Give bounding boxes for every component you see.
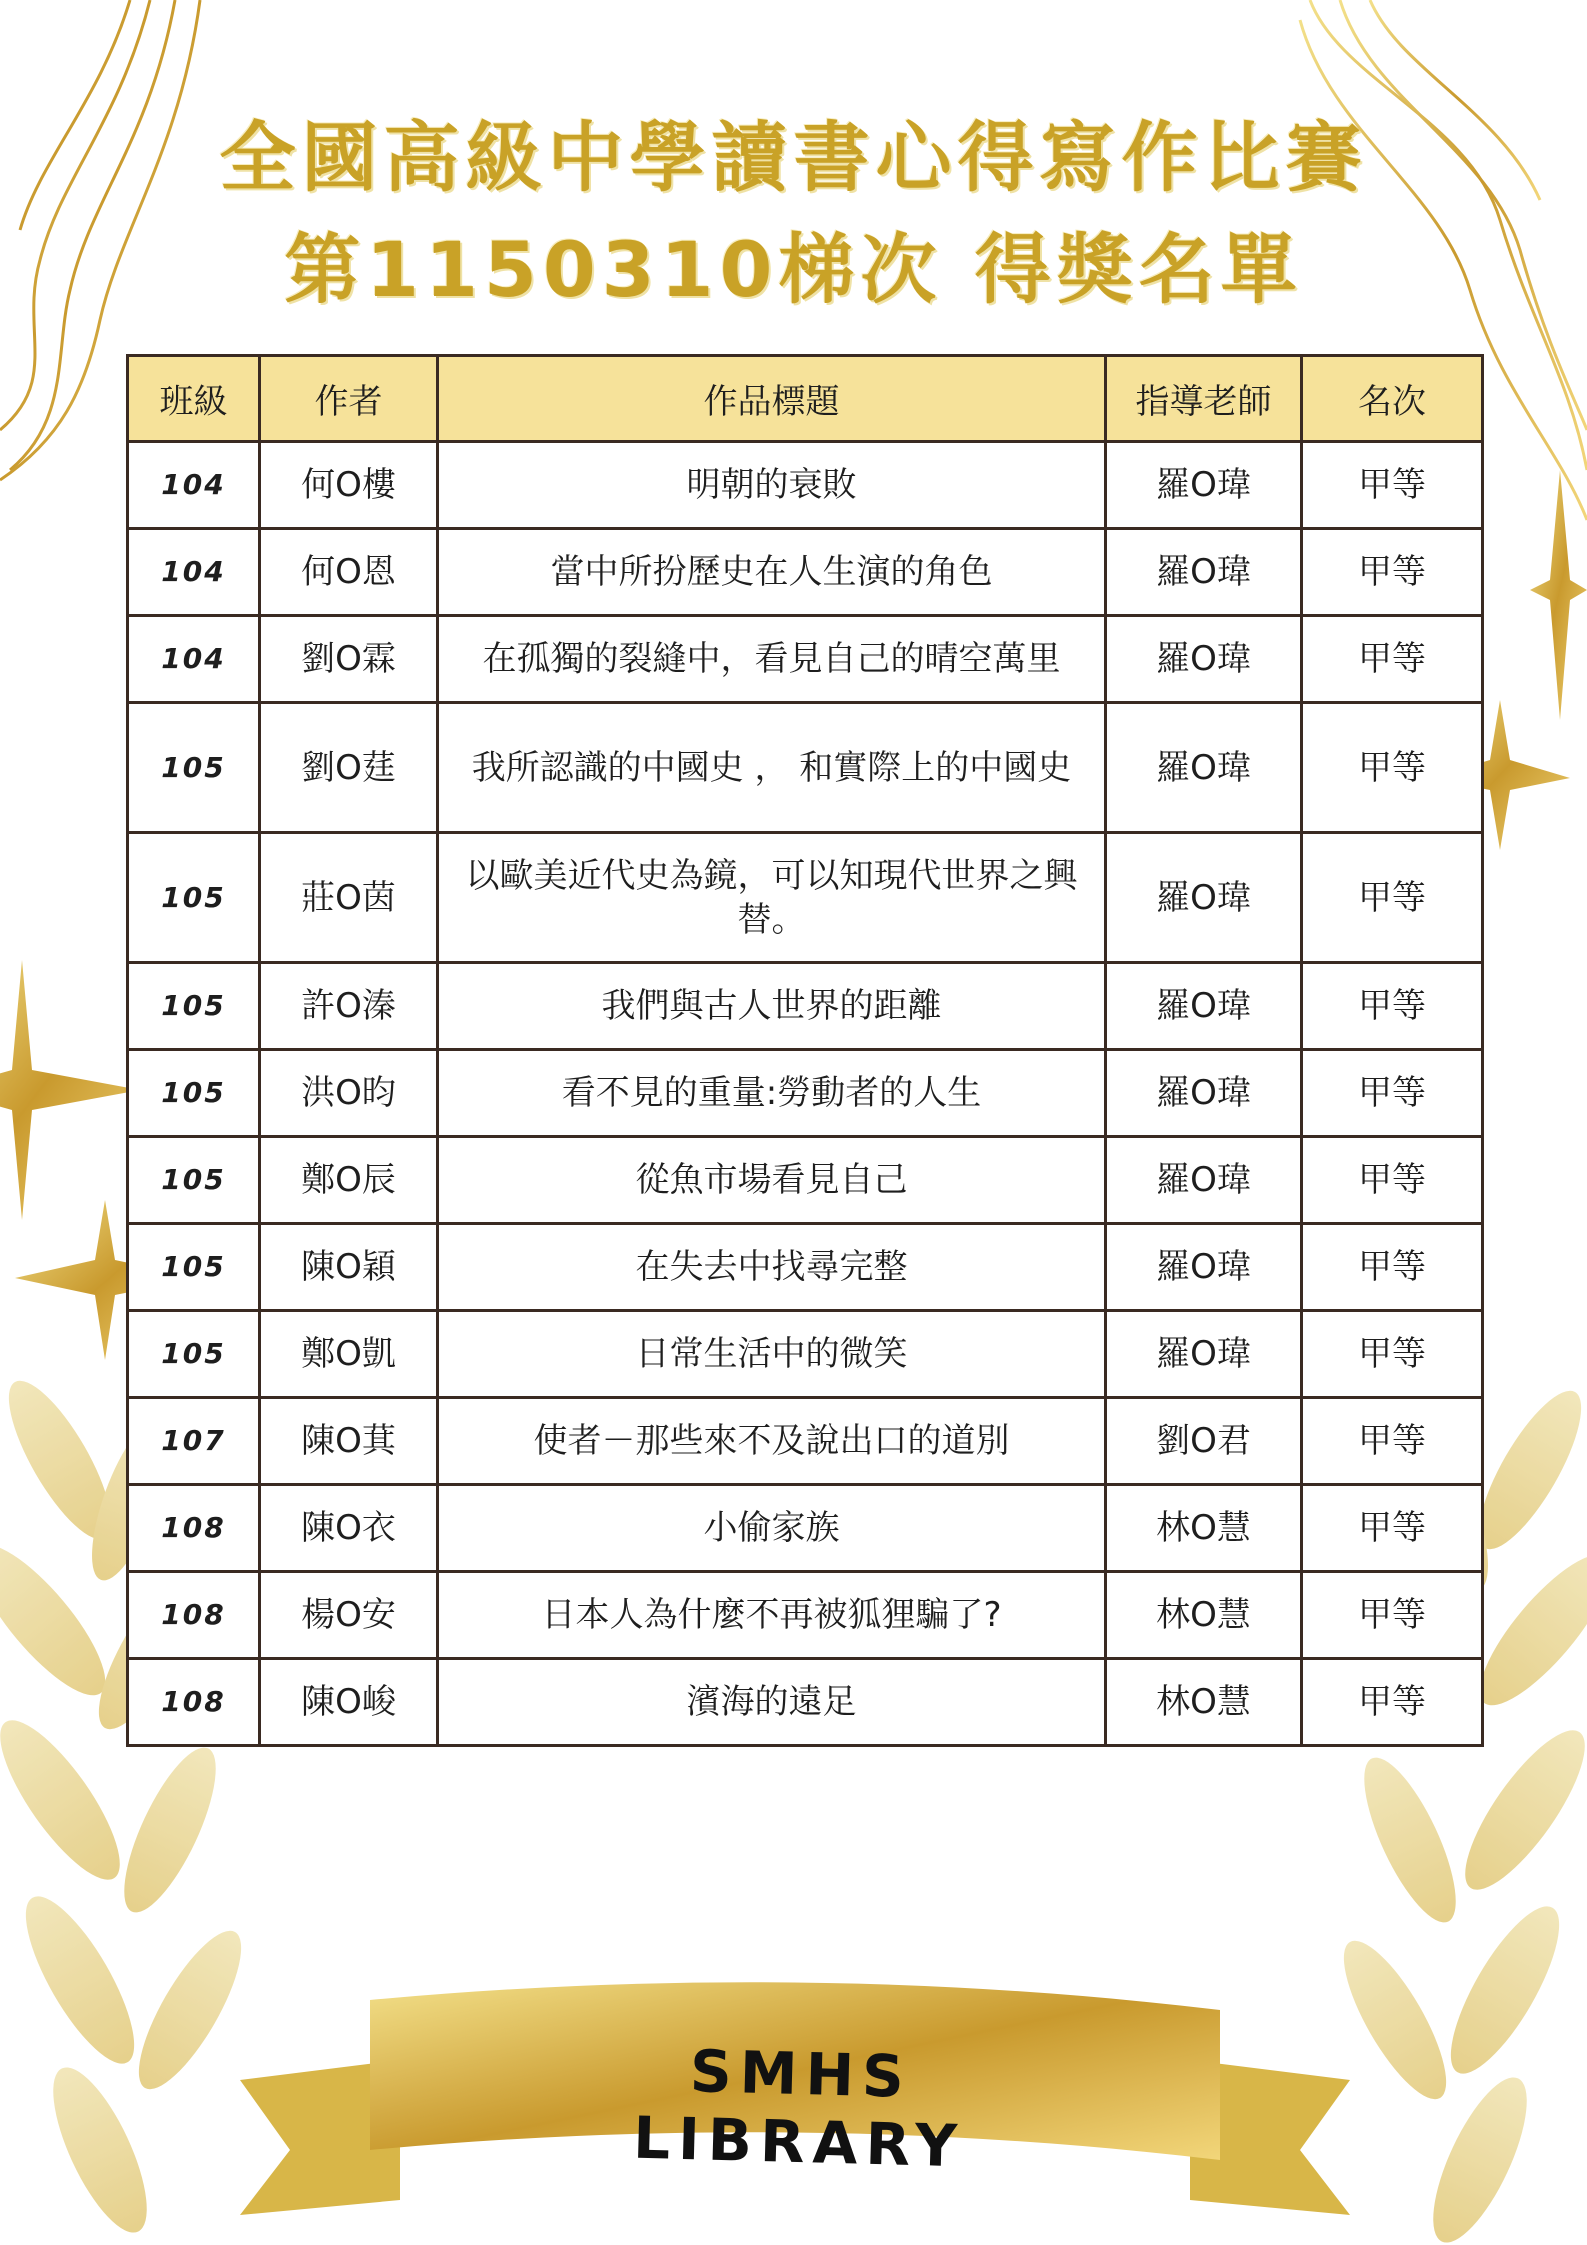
cell-author: 楊O安: [260, 1572, 438, 1659]
cell-teacher: 劉O君: [1106, 1398, 1302, 1485]
cell-rank: 甲等: [1302, 1659, 1483, 1746]
cell-class: 108: [128, 1659, 260, 1746]
cell-title: 以歐美近代史為鏡，可以知現代世界之興替。: [438, 833, 1106, 963]
cell-rank: 甲等: [1302, 529, 1483, 616]
cell-author: 劉O霖: [260, 616, 438, 703]
library-label: SMHS LIBRARY: [632, 2037, 966, 2181]
header-teacher: 指導老師: [1106, 356, 1302, 442]
cell-title: 看不見的重量:勞動者的人生: [438, 1050, 1106, 1137]
header-class: 班級: [128, 356, 260, 442]
cell-rank: 甲等: [1302, 1224, 1483, 1311]
cell-title: 我們與古人世界的距離: [438, 963, 1106, 1050]
table-row: [128, 1485, 1483, 1572]
header-title: 作品標題: [438, 356, 1106, 442]
table-row: [128, 1137, 1483, 1224]
cell-class: 105: [128, 1224, 260, 1311]
cell-author: 鄭O辰: [260, 1137, 438, 1224]
cell-author: 劉O莛: [260, 703, 438, 833]
cell-teacher: 林O慧: [1106, 1485, 1302, 1572]
cell-title: 明朝的衰敗: [438, 442, 1106, 529]
table-row: [128, 703, 1483, 833]
cell-teacher: 羅O瑋: [1106, 1311, 1302, 1398]
cell-teacher: 羅O瑋: [1106, 1137, 1302, 1224]
cell-class: 104: [128, 442, 260, 529]
cell-rank: 甲等: [1302, 616, 1483, 703]
cell-title: 日本人為什麼不再被狐狸騙了?: [438, 1572, 1106, 1659]
cell-teacher: 羅O瑋: [1106, 1224, 1302, 1311]
header-author: 作者: [260, 356, 438, 442]
table-header-row: [128, 356, 1483, 442]
cell-rank: 甲等: [1302, 963, 1483, 1050]
cell-rank: 甲等: [1302, 1572, 1483, 1659]
cell-rank: 甲等: [1302, 833, 1483, 963]
cell-class: 108: [128, 1572, 260, 1659]
cell-title: 濱海的遠足: [438, 1659, 1106, 1746]
cell-class: 105: [128, 1050, 260, 1137]
table-row: [128, 1572, 1483, 1659]
cell-author: 何O恩: [260, 529, 438, 616]
table-row: [128, 616, 1483, 703]
table-row: [128, 1224, 1483, 1311]
table-row: [128, 529, 1483, 616]
page-subtitle: 第1150310梯次 得獎名單: [284, 225, 1303, 314]
cell-title: 當中所扮歷史在人生演的角色: [438, 529, 1106, 616]
award-table: [126, 354, 1484, 1747]
cell-class: 105: [128, 833, 260, 963]
cell-rank: 甲等: [1302, 1137, 1483, 1224]
cell-class: 105: [128, 963, 260, 1050]
cell-author: 陳O萁: [260, 1398, 438, 1485]
table-row: [128, 833, 1483, 963]
cell-author: 鄭O凱: [260, 1311, 438, 1398]
cell-rank: 甲等: [1302, 1485, 1483, 1572]
cell-teacher: 羅O瑋: [1106, 833, 1302, 963]
cell-title: 從魚市場看見自己: [438, 1137, 1106, 1224]
cell-class: 104: [128, 529, 260, 616]
cell-teacher: 羅O瑋: [1106, 616, 1302, 703]
cell-title: 小偷家族: [438, 1485, 1106, 1572]
cell-author: 陳O峻: [260, 1659, 438, 1746]
table-row: [128, 1311, 1483, 1398]
cell-teacher: 羅O瑋: [1106, 963, 1302, 1050]
cell-author: 許O溱: [260, 963, 438, 1050]
cell-rank: 甲等: [1302, 1050, 1483, 1137]
cell-teacher: 林O慧: [1106, 1572, 1302, 1659]
cell-author: 莊O茵: [260, 833, 438, 963]
cell-class: 105: [128, 1137, 260, 1224]
cell-class: 107: [128, 1398, 260, 1485]
cell-author: 陳O穎: [260, 1224, 438, 1311]
cell-rank: 甲等: [1302, 703, 1483, 833]
cell-rank: 甲等: [1302, 1311, 1483, 1398]
cell-teacher: 林O慧: [1106, 1659, 1302, 1746]
cell-title: 在失去中找尋完整: [438, 1224, 1106, 1311]
cell-teacher: 羅O瑋: [1106, 442, 1302, 529]
cell-class: 105: [128, 703, 260, 833]
cell-class: 108: [128, 1485, 260, 1572]
cell-teacher: 羅O瑋: [1106, 529, 1302, 616]
cell-title: 使者－那些來不及說出口的道別: [438, 1398, 1106, 1485]
cell-rank: 甲等: [1302, 442, 1483, 529]
cell-author: 何O樓: [260, 442, 438, 529]
table-row: [128, 1659, 1483, 1746]
table-row: [128, 1398, 1483, 1485]
page-title: 全國高級中學讀書心得寫作比賽: [219, 113, 1368, 202]
cell-title: 我所認識的中國史 ， 和實際上的中國史: [438, 703, 1106, 833]
header-rank: 名次: [1302, 356, 1483, 442]
cell-class: 105: [128, 1311, 260, 1398]
cell-rank: 甲等: [1302, 1398, 1483, 1485]
cell-title: 日常生活中的微笑: [438, 1311, 1106, 1398]
cell-author: 陳O衣: [260, 1485, 438, 1572]
table-row: [128, 963, 1483, 1050]
cell-class: 104: [128, 616, 260, 703]
cell-title: 在孤獨的裂縫中，看見自己的晴空萬里: [438, 616, 1106, 703]
cell-teacher: 羅O瑋: [1106, 1050, 1302, 1137]
table-row: [128, 442, 1483, 529]
cell-teacher: 羅O瑋: [1106, 703, 1302, 833]
table-row: [128, 1050, 1483, 1137]
cell-author: 洪O昀: [260, 1050, 438, 1137]
